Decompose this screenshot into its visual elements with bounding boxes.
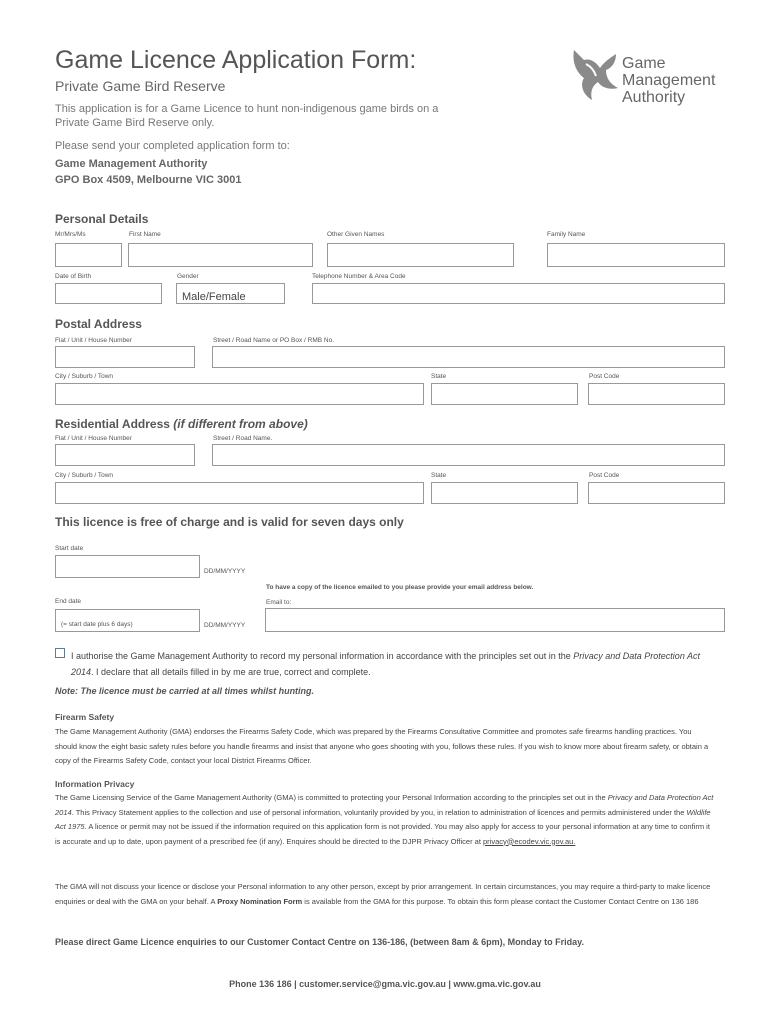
end-date-hint: (= start date plus 6 days) <box>61 621 133 628</box>
family-name-field[interactable] <box>547 243 725 267</box>
res-flat-label: Flat / Unit / House Number <box>55 435 132 442</box>
phone-field[interactable] <box>312 283 725 304</box>
res-postcode-label: Post Code <box>589 472 620 479</box>
res-postcode-field[interactable] <box>588 482 725 504</box>
email-label: Email to: <box>266 599 292 606</box>
page-subtitle: Private Game Bird Reserve <box>55 78 226 94</box>
dob-field[interactable] <box>55 283 162 304</box>
phone-label: Telephone Number & Area Code <box>312 273 406 280</box>
firearm-safety-text: The Game Management Authority (GMA) endorses the Firearms Safety Code, which was prepared by the Firearms Consultative Committee and promotes safe firearms handling practices. You should know the eight basic safety rules before you handle firearms and insist that anyone who goes shooting with you, follows these rules. If you wish to know more about firearm safety, or obtain a copy of the Firearms Safety Code, contact your local District Firearms Officer. <box>55 727 709 765</box>
first-name-field[interactable] <box>128 243 313 267</box>
res-street-label: Street / Road Name. <box>213 435 273 442</box>
footer-contact: Phone 136 186 | customer.service@gma.vic.gov.au | www.gma.vic.gov.au <box>229 979 541 989</box>
licence-heading: This licence is free of charge and is valid for seven days only <box>55 515 404 529</box>
privacy-paragraph-2: The GMA will not discuss your licence or disclose your Personal information to any other person, except by prior arrangement. In certain circumstances, you may require a third-party to make licence enquiries or deal with the GMA on your behalf. A Proxy Nomination Form is available from the GMA for this purpose. To obtain this form please contact the Customer Contact Centre on 136 186 <box>55 882 711 906</box>
postal-flat-field[interactable] <box>55 346 195 368</box>
end-date-label: End date <box>55 598 82 605</box>
dob-label: Date of Birth <box>55 273 92 280</box>
postal-postcode-field[interactable] <box>588 383 725 405</box>
res-city-label: City / Suburb / Town <box>55 472 114 479</box>
res-city-field[interactable] <box>55 482 424 504</box>
residential-address-heading: Residential Address (if different from above) <box>55 417 308 431</box>
privacy-paragraph-1: The Game Licensing Service of the Game Management Authority (GMA) is committed to protecting your Personal Information according to the principles set out in the Privacy and Data Protection Act 2014. This Privacy Statement applies to the collection and use of personal information, voluntarily provided by you, in relation to administration of licences and permits administered under the Wildlife Act 1975. A licence or permit may not be issued if the information required on this application form is not provided. You may also apply for access to your personal information at any time to confirm it is accurate and up to date, upon payment of a prescribed fee (if any). Enquires should be directed to the DJPR Privacy Officer at privacy@ecodev.vic.gov.au. <box>55 793 714 846</box>
postal-address-heading: Postal Address <box>55 317 142 331</box>
gender-field[interactable]: Male/Female <box>176 283 285 304</box>
postal-city-label: City / Suburb / Town <box>55 373 114 380</box>
postal-state-label: State <box>431 373 447 380</box>
send-to-text: Please send your completed application form to: <box>55 140 290 152</box>
consent-text: I authorise the Game Management Authority to record my personal information in accordance with the principles set out in the Privacy and Data Protection Act 2014. I declare that all details filled in by me are true, correct and complete. <box>71 651 700 677</box>
end-date-format: DD/MM/YYYY <box>204 622 246 629</box>
page-title: Game Licence Application Form: <box>55 46 417 74</box>
family-name-label: Family Name <box>547 231 586 238</box>
gma-logo-icon <box>566 44 622 104</box>
postal-street-label: Street / Road Name or PO Box / RMB No. <box>213 337 335 344</box>
address-line-1: Game Management Authority <box>55 158 208 170</box>
privacy-heading: Information Privacy <box>55 779 135 789</box>
privacy-email-link[interactable]: privacy@ecodev.vic.gov.au. <box>483 836 576 846</box>
postal-state-field[interactable] <box>431 383 578 405</box>
other-names-label: Other Given Names <box>327 231 385 238</box>
postal-street-field[interactable] <box>212 346 725 368</box>
start-date-field[interactable] <box>55 555 200 578</box>
title-field[interactable] <box>55 243 122 267</box>
enquiries-text: Please direct Game Licence enquiries to our Customer Contact Centre on 136-186, (between 8am & 6pm), Monday to Friday. <box>55 937 584 947</box>
postal-city-field[interactable] <box>55 383 424 405</box>
note-text: Note: The licence must be carried at all times whilst hunting. <box>55 686 315 696</box>
consent-checkbox[interactable] <box>55 648 65 658</box>
title-label: Mr/Mrs/Ms <box>55 231 86 238</box>
firearm-safety-heading: Firearm Safety <box>55 712 115 722</box>
other-names-field[interactable] <box>327 243 514 267</box>
end-date-field[interactable] <box>55 609 200 632</box>
intro-text: This application is for a Game Licence to hunt non-indigenous game birds on a Private Game Bird Reserve only. <box>55 103 439 129</box>
logo-text: Game Management Authority <box>622 55 716 106</box>
res-state-field[interactable] <box>431 482 578 504</box>
start-date-label: Start date <box>55 545 84 552</box>
gender-label: Gender <box>177 273 199 280</box>
first-name-label: First Name <box>129 231 161 238</box>
address-line-2: GPO Box 4509, Melbourne VIC 3001 <box>55 174 242 186</box>
res-state-label: State <box>431 472 447 479</box>
start-date-format: DD/MM/YYYY <box>204 568 246 575</box>
res-street-field[interactable] <box>212 444 725 466</box>
postal-flat-label: Flat / Unit / House Number <box>55 337 132 344</box>
personal-details-heading: Personal Details <box>55 212 149 226</box>
postal-postcode-label: Post Code <box>589 373 620 380</box>
email-field[interactable] <box>265 608 725 632</box>
email-note: To have a copy of the licence emailed to you please provide your email address below. <box>266 584 534 591</box>
res-flat-field[interactable] <box>55 444 195 466</box>
